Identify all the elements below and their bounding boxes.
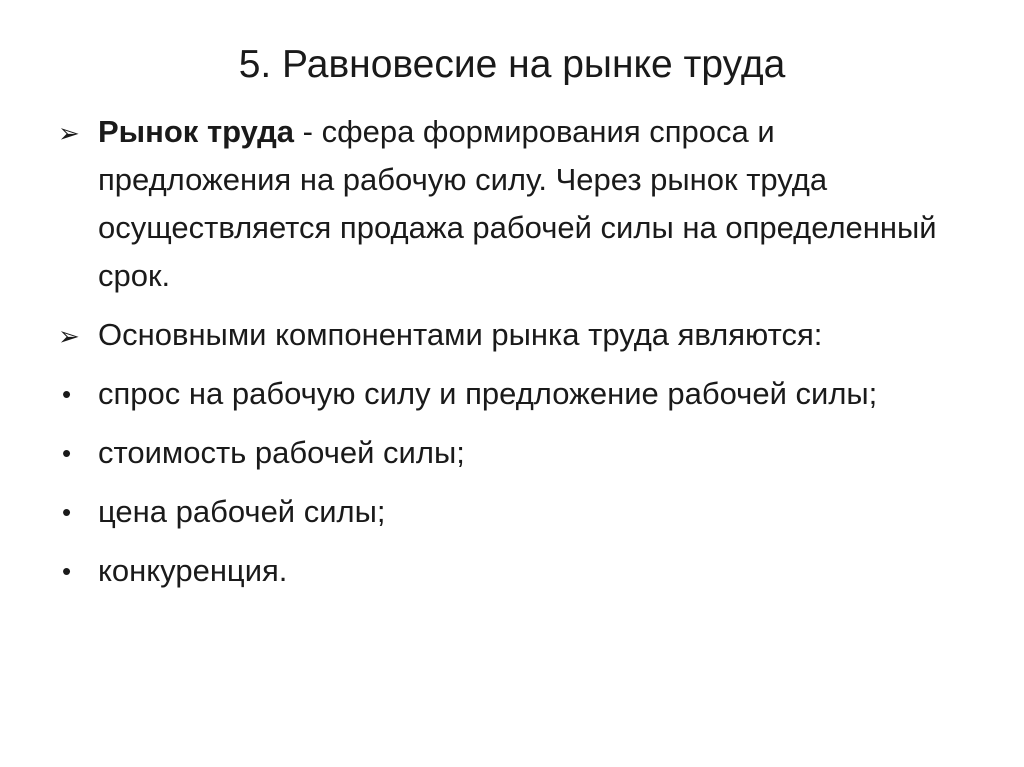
item-text: - сфера формирования спроса и предложения на рабочую силу. Через рынок труда осуществляется продажа рабочей силы на определенный срок. bbox=[98, 114, 937, 293]
slide-title: 5. Равновесие на рынке труда bbox=[238, 43, 786, 86]
list-item bbox=[58, 429, 948, 477]
list-item bbox=[58, 311, 948, 359]
slide-content bbox=[58, 108, 948, 606]
list-item bbox=[58, 547, 948, 595]
dot-bullet-icon: • bbox=[62, 497, 72, 527]
term-label: Рынок труда bbox=[98, 114, 295, 149]
arrow-bullet-icon: ➢ bbox=[58, 118, 80, 148]
item-text: стоимость рабочей силы; bbox=[98, 435, 465, 470]
item-text: Основными компонентами рынка труда являются: bbox=[98, 317, 823, 352]
item-text: конкуренция. bbox=[98, 553, 288, 588]
dot-bullet-icon: • bbox=[62, 556, 72, 586]
item-text: цена рабочей силы; bbox=[98, 494, 386, 529]
dot-bullet-icon: • bbox=[62, 438, 72, 468]
list-item bbox=[58, 108, 948, 300]
list-item bbox=[58, 488, 948, 536]
arrow-bullet-icon: ➢ bbox=[58, 321, 80, 351]
item-text: спрос на рабочую силу и предложение рабочей силы; bbox=[98, 376, 878, 411]
list-item bbox=[58, 370, 948, 418]
dot-bullet-icon: • bbox=[62, 379, 72, 409]
